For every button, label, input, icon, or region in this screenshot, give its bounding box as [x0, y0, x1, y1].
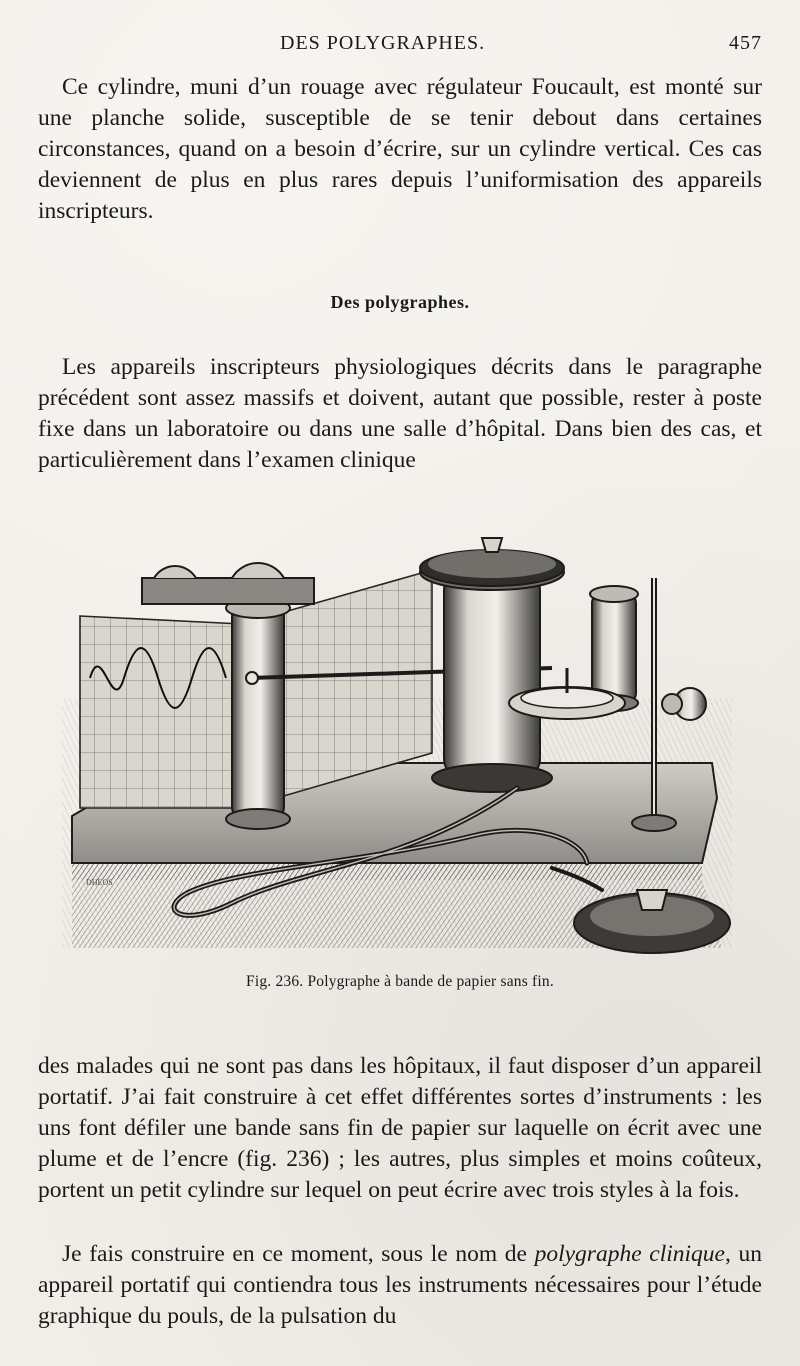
figure-caption: Fig. 236. Polygraphe à bande de papier sans fin.: [246, 973, 554, 990]
running-title: DES POLYGRAPHES.: [280, 32, 486, 54]
page-number: 457: [729, 32, 762, 54]
section-heading: Des polygraphes.: [330, 292, 470, 312]
running-head: [0, 30, 800, 58]
paragraph-cylinder: Ce cylindre, muni d’un rouage avec régulateur Foucault, est monté sur une planche solide, susceptible de se tenir debout dans certaines circonstances, quand on a besoin d’écrire, sur un cylindre vertical. Ces cas deviennent de plus en plus rares depuis l’uniformisation des appareils inscripteurs.: [38, 74, 762, 224]
polygraph-engraving: [62, 518, 732, 958]
figure-polygraph: [62, 518, 732, 958]
p4-text-end: , un appareil portatif qui contiendra tous les instruments nécessaires pour l’étude graphique du pouls, de la pulsation du: [38, 1241, 763, 1329]
p4-italic-term: polygraphe clinique: [534, 1241, 725, 1267]
paragraph-polygraphe-clinique: [38, 1239, 762, 1332]
paragraph-appareils: Les appareils inscripteurs physiologiques décrits dans le paragraphe précédent sont assez massifs et doivent, autant que possible, rester à poste fixe dans un laboratoire ou dans une salle d’hôpital. Dans bien des cas, et particulièrement dans l’examen clinique: [38, 354, 762, 473]
paragraph-malades: des malades qui ne sont pas dans les hôpitaux, il faut disposer d’un appareil portatif. J’ai fait construire à cet effet différentes sortes d’instruments : les uns font défiler une bande sans fin de papier sur laquelle on écrit avec une plume et de l’encre (fig. 236) ; les autres, plus simples et moins coûteux, portent un petit cylindre sur lequel on peut écrire avec trois styles à la fois.: [38, 1053, 762, 1203]
p4-text-start: Je fais construire en ce moment, sous le nom de: [62, 1241, 535, 1267]
